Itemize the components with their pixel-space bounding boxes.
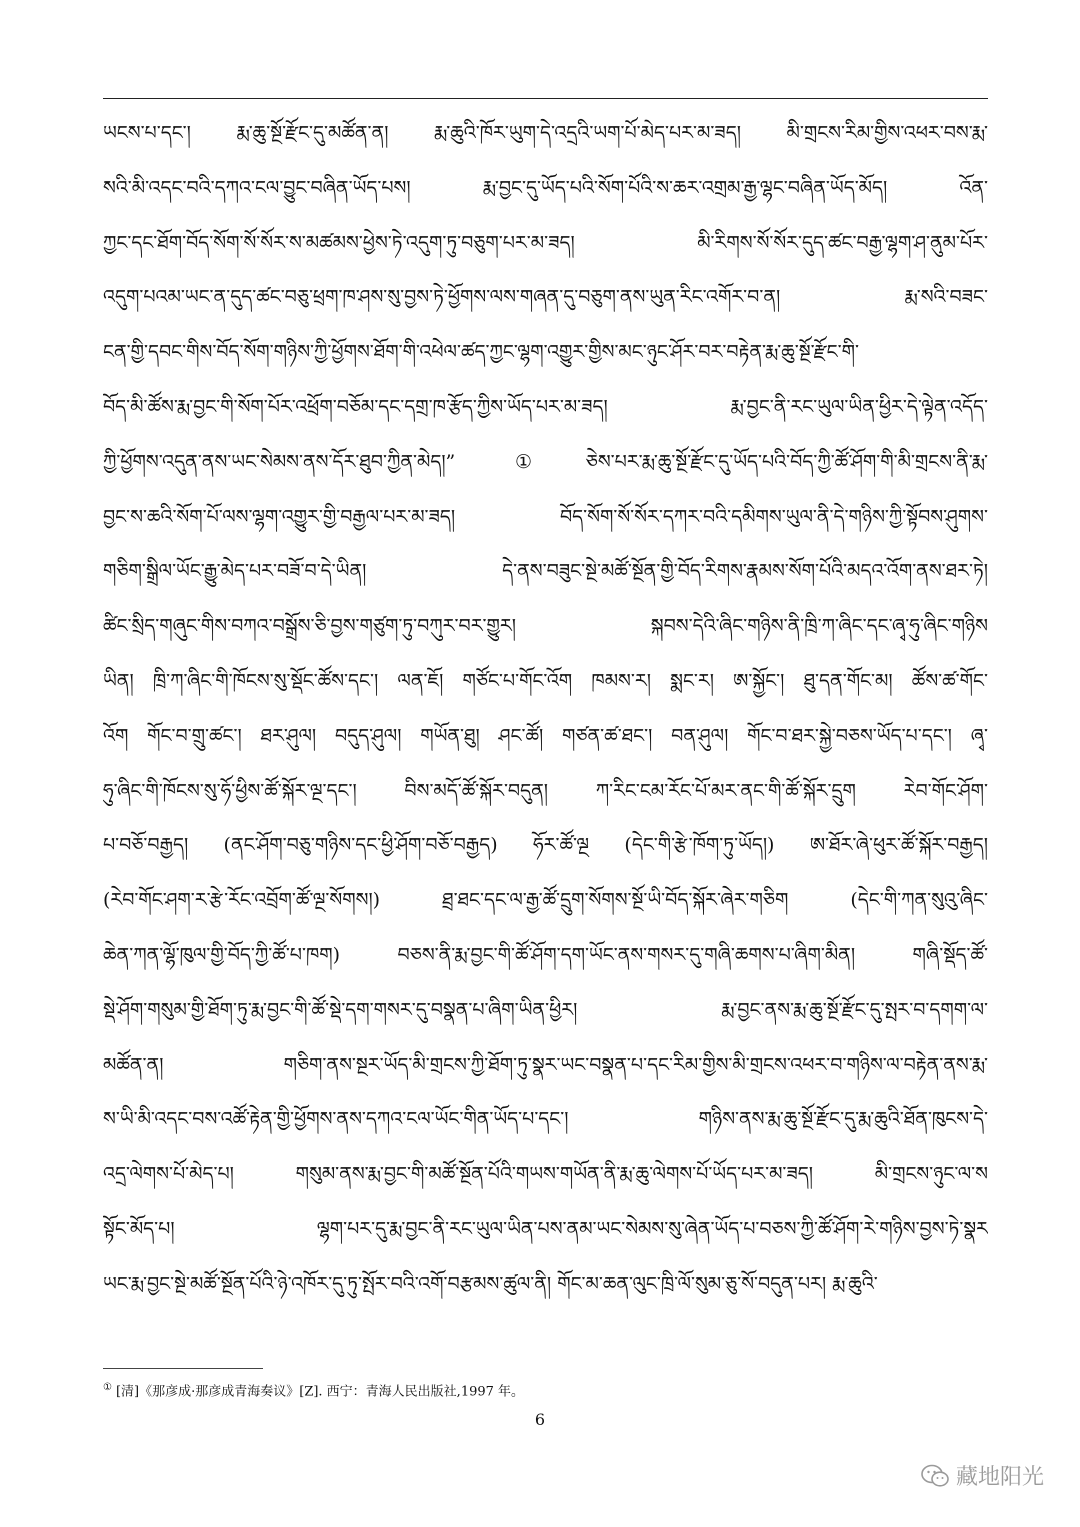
watermark: [920, 1460, 1044, 1491]
wechat-icon: [920, 1463, 950, 1489]
text-line: (རེབ་གོང་ཤག་ར་རྩེ་རོང་འབྲོག་ཚོ་ལྔ་སོགས།) ཐྲ་ཐང་དང་ལ་རྒྱ་ཚོ་དྲུག་སོགས་སྔོ་ཡི་བོད་སྐོར་ཞེར་གཅིག (དེང་གི་ཀན་སུའུ་ཞིང་: [103, 889, 988, 912]
text-line: བོད་མི་ཚོས་རྨ་བྱང་གི་སོག་པོར་འཕྲོག་བཅོམ་དང་དགྲ་ཁ་རྩོད་ཀྱིས་ཡོད་པར་མ་ཟད། རྨ་བྱང་ནི་རང་ཡུལ་ཡིན་ཕྱིར་དེ་ལྟེན་འདོད་: [103, 395, 988, 418]
footnote-rule: [103, 1368, 263, 1369]
footnote-mark: ①: [103, 1382, 112, 1393]
text-line: སྟོང་མོད་པ། ལྷག་པར་དུ་རྨ་བྱང་ནི་རང་ཡུལ་ཡིན་པས་ནམ་ཡང་སེམས་སུ་ཞེན་ཡོད་པ་བཅས་ཀྱི་ཚོ་ཤོག་རེ་གཉིས་བྱས་ཏེ་སྣར: [103, 1217, 988, 1240]
text-line: ཧུ་ཞིང་གི་ཁོངས་སུ་ཧོ་ཕྱིས་ཚོ་སྐོར་ལྔ་དང་། བིས་མདོ་ཚོ་སྐོར་བདུན། ཀ་རིང་ངམ་རོང་པོ་མར་ནང་གི་ཚོ་སྐོར་དྲུག རེབ་གོང་ཤོག་: [103, 779, 988, 802]
body-text: [103, 106, 988, 1312]
watermark-text: 藏地阳光: [955, 1465, 1044, 1490]
page-number: 6: [534, 1410, 546, 1429]
text-line: ཀྱང་དང་ཐོག་བོད་སོག་སོ་སོར་ས་མཚམས་ཕྱེས་ཏེ་འདུག་ཏུ་བཅུག་པར་མ་ཟད། མི་རིགས་སོ་སོར་དུད་ཚང་བརྒྱ་ལྷག་ཤ་ནུམ་པོར་: [103, 231, 988, 254]
text-line: བྱང་ས་ཆའི་སོག་པོ་ལས་ལྷག་འགྱུར་གྱི་བརྒྱལ་པར་མ་ཟད། བོད་སོག་སོ་སོར་དཀར་བའི་དམིགས་ཡུལ་ནི་དེ་གཉིས་ཀྱི་སྟོབས་ཤུགས་: [103, 505, 988, 528]
text-line: པ་བཅོ་བརྒྱད། (ནང་ཤོག་བཅུ་གཉིས་དང་ཕྱི་ཤོག་བཅོ་བརྒྱད) ཧོར་ཚོ་ལྔ (དེང་གི་རྩེ་ཁོག་ཏུ་ཡོད།) ཨ་ཐོར་ཞེ་ཕུར་ཚོ་སྐོར་བརྒྱད།: [103, 834, 988, 857]
text-line: འོག གོང་བ་གྲུ་ཚང་། ཐར་ཤུལ། བདུད་ཤུལ། གཡོན་ཐུ། ཤང་ཚོ། གཙན་ཚ་ཐང་། བན་ཤུལ། གོང་བ་ཐར་སྐྱེ་བཅས་ཡོད་པ་དང་། ཞྭ་: [103, 724, 988, 747]
text-line: ངན་གྱི་དབང་གིས་བོད་སོག་གཉིས་ཀྱི་ཕྱོགས་ཐོག་གི་འཕེལ་ཚད་ཀྱང་ལྷག་འགྱུར་གྱིས་མང་ཉུང་ཤོར་བར་བརྟེན་རྨ་ཆུ་སྔོ་རྫོང་གི་: [103, 341, 859, 364]
text-line: འདུག་པའམ་ཡང་ན་དུད་ཚང་བཅུ་ཕྲག་ཁ་ཤས་སུ་བྱས་ཏེ་ཕྱོགས་ལས་གཞན་དུ་བཅུག་ནས་ཡུན་རིང་འགོར་བ་ན། རྨ་སའི་བཟང་: [103, 286, 988, 309]
text-line: མཚོན་ན། གཅིག་ནས་སྔར་ཡོད་མི་གྲངས་ཀྱི་ཐོག་ཏུ་སྣར་ཡང་བསྣན་པ་དང་རིམ་གྱིས་མི་གྲངས་འཕར་བ་གཉིས་ལ་བརྟེན་ནས་རྨ་: [103, 1053, 988, 1076]
text-line: ཀྱི་ཕྱོགས་འདུན་ནས་ཡང་སེམས་ནས་དོར་ཐུབ་ཀྱིན་མེད།” ①ཅེས་པར་རྨ་ཆུ་སྔོ་རྫོང་དུ་ཡོད་པའི་བོད་ཀྱི་ཚོ་ཤོག་གི་མི་གྲངས་ནི་རྨ་: [103, 450, 988, 473]
text-line: ཡིན། ཁྲི་ཀ་ཞིང་གི་ཁོངས་སུ་སྡོང་ཚོས་དང་། ལན་ཇོ། གཙོང་པ་གོང་འོག ཁམས་ར། སྨང་ར། ཨ་སྐྱོང་། ཐུ་དན་གོང་མ། ཚོས་ཚ་གོང་: [103, 669, 988, 692]
text-line: ས་ཡི་མི་འདང་བས་འཚོ་རྟེན་གྱི་ཕྱོགས་ནས་དཀའ་ངལ་ཡོང་གིན་ཡོད་པ་དང་། གཉིས་ནས་རྨ་ཆུ་སྔོ་རྫོང་དུ་རྨ་ཆུའི་ཐོན་ཁུངས་དེ་: [103, 1108, 988, 1131]
text-line: སྡེ་ཤོག་གསུམ་གྱི་ཐོག་ཏུ་རྨ་བྱང་གི་ཚོ་སྡེ་དག་གསར་དུ་བསྣན་པ་ཞིག་ཡིན་ཕྱིར། རྨ་བྱང་ནས་རྨ་ཆུ་སྔོ་རྫོང་དུ་སྤར་བ་དགག་ལ་: [103, 998, 988, 1021]
text-line: སའི་མི་འདང་བའི་དཀའ་ངལ་བྱུང་བཞིན་ཡོད་པས། རྨ་བྱང་དུ་ཡོད་པའི་སོག་པོའི་ས་ཆར་འགྲམ་རྒྱ་ལྷང་བཞིན་ཡོད་མོད། འོན་: [103, 176, 988, 199]
text-line: འདྲ་ལེགས་པོ་མེད་པ། གསུམ་ནས་རྨ་བྱང་གི་མཚོ་སྔོན་པོའི་གཡས་གཡོན་ནི་རྨ་ཆུ་ལེགས་པོ་ཡོད་པར་མ་ཟད། མི་གྲངས་ཉུང་ལ་ས: [103, 1163, 988, 1186]
text-line: གཅིག་སྒྲིལ་ཡོང་རྒྱུ་མེད་པར་བཟོ་བ་དེ་ཡིན། དེ་ནས་བཟུང་སྔེ་མཚོ་སྔོན་གྱི་བོད་རིགས་རྣམས་སོག་པོའི་མདའ་འོག་ནས་ཐར་ཏེ།: [103, 560, 988, 583]
text-line: ཚིང་སྲིད་གཞུང་གིས་བཀའ་བསྒྲོས་ཅི་བྱས་གཙུག་ཏུ་བཀུར་བར་གྱུར། སྐབས་དེའི་ཞིང་གཉིས་ནི་ཁྲི་ཀ་ཞིང་དང་ཞྭ་ཧུ་ཞིང་གཉིས: [103, 615, 988, 638]
footnote-text: [清]《那彦成·那彦成青海奏议》[Z]. 西宁：青海人民出版社,1997 年。: [115, 1384, 525, 1400]
text-line: ཆེན་ཀན་ལྷོ་ཁུལ་གྱི་བོད་ཀྱི་ཚོ་པ་ཁག) བཅས་ནི་རྨ་བྱང་གི་ཚོ་ཤོག་དག་ཡོང་ནས་གསར་དུ་གཞི་ཆགས་པ་ཞིག་མིན། གཞི་སྡོད་ཚོ་: [103, 943, 988, 966]
footnote: [103, 1377, 988, 1403]
header-rule: [103, 98, 988, 99]
text-line: ཡང་རྨ་བྱང་སྔེ་མཚོ་སྔོན་པོའི་ཉེ་འཁོར་དུ་ཏུ་སྤོར་བའི་འགོ་བརྩམས་ཚུལ་ནི། གོང་མ་ཆན་ལུང་ཁྲི་ལོ་སུམ་ཅུ་སོ་བདུན་པར། རྨ་ཆུའི་: [103, 1272, 878, 1295]
text-line: ཡངས་པ་དང་། རྨ་ཆུ་སྔོ་རྫོང་དུ་མཚོན་ན། རྨ་ཆུའི་ཁོར་ཡུག་དེ་འདྲའི་ཡག་པོ་མེད་པར་མ་ཟད། མི་གྲངས་རིམ་གྱིས་འཕར་བས་རྨ་: [103, 122, 988, 144]
